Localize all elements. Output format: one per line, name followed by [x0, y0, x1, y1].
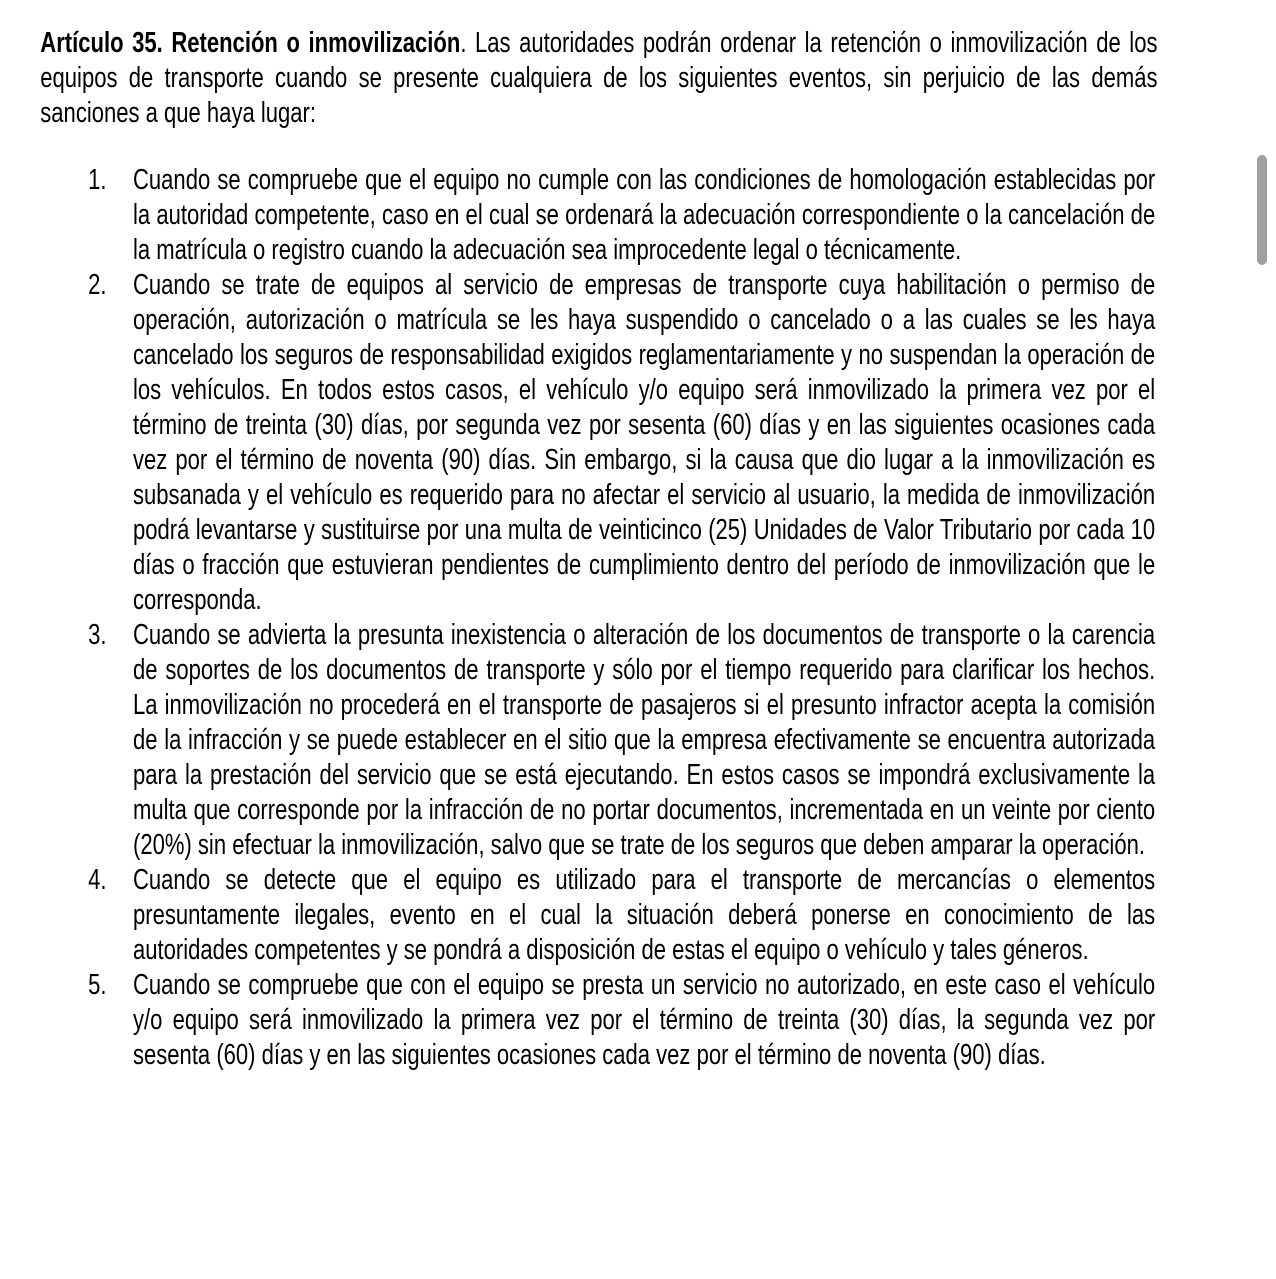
- list-item: [88, 618, 1276, 863]
- list-item-number: 5.: [88, 969, 107, 1001]
- document-content: [0, 26, 1276, 1073]
- scrollbar-thumb[interactable]: [1257, 155, 1267, 265]
- list-item-text: Cuando se trate de equipos al servicio de empresas de transporte cuya habilitación o permiso de operación, autorización o matrícula se les haya suspendido o cancelado o a las cuales se les haya cancelado los seguros de responsabilidad exigidos reglamentariamente y no suspendan la operación de los vehículos. En todos estos casos, el vehículo y/o equipo será inmovilizado la primera vez por el término de treinta (30) días, por segunda vez por sesenta (60) días y en las siguientes ocasiones cada vez por el término de noventa (90) días. Sin embargo, si la causa que dio lugar a la inmovilización es subsanada y el vehículo es requerido para no afectar el servicio al usuario, la medida de inmovilización podrá levantarse y sustituirse por una multa de veinticinco (25) Unidades de Valor Tributario por cada 10 días o fracción que estuvieran pendientes de cumplimiento dentro del período de inmovilización que le corresponda.: [133, 269, 1156, 616]
- list-item-number: 3.: [88, 619, 107, 651]
- article-heading-body: . Las autoridades podrán ordenar la retención o inmovilización de los equipos de transporte cuando se presente cualquiera de los siguientes eventos, sin perjuicio de las demás sanciones a que haya lugar:: [40, 27, 1158, 129]
- list-item-text: Cuando se compruebe que con el equipo se presta un servicio no autorizado, en este caso el vehículo y/o equipo será inmovilizado la primera vez por el término de treinta (30) días, la segunda vez por sesenta (60) días y en las siguientes ocasiones cada vez por el término de noventa (90) días.: [133, 969, 1156, 1071]
- list-item: [88, 968, 1276, 1073]
- list-item-text: Cuando se detecte que el equipo es utilizado para el transporte de mercancías o elementos presuntamente ilegales, evento en el cual la situación deberá ponerse en conocimiento de las autoridades competentes y se pondrá a disposición de estas el equipo o vehículo y tales géneros.: [133, 864, 1156, 966]
- list-item: [88, 268, 1276, 618]
- list-item-text: Cuando se compruebe que el equipo no cumple con las condiciones de homologación establecidas por la autoridad competente, caso en el cual se ordenará la adecuación correspondiente o la cancelación de la matrícula o registro cuando la adecuación sea improcedente legal o técnicamente.: [133, 164, 1156, 266]
- numbered-list: [88, 163, 1276, 1073]
- list-item-text: Cuando se advierta la presunta inexistencia o alteración de los documentos de transporte o la carencia de soportes de los documentos de transporte y sólo por el tiempo requerido para clarificar los hechos. La inmovilización no procederá en el transporte de pasajeros si el presunto infractor acepta la comisión de la infracción y se puede establecer en el sitio que la empresa efectivamente se encuentra autorizada para la prestación del servicio que se está ejecutando. En estos casos se impondrá exclusivamente la multa que corresponde por la infracción de no portar documentos, incrementada en un veinte por ciento (20%) sin efectuar la inmovilización, salvo que se trate de los seguros que deben amparar la operación.: [133, 619, 1156, 861]
- list-item-number: 4.: [88, 864, 107, 896]
- list-item-number: 1.: [88, 164, 107, 196]
- list-item: [88, 163, 1276, 268]
- list-item: [88, 863, 1276, 968]
- article-heading-title: Artículo 35. Retención o inmovilización: [40, 27, 461, 59]
- article-heading: [40, 26, 1157, 131]
- list-item-number: 2.: [88, 269, 107, 301]
